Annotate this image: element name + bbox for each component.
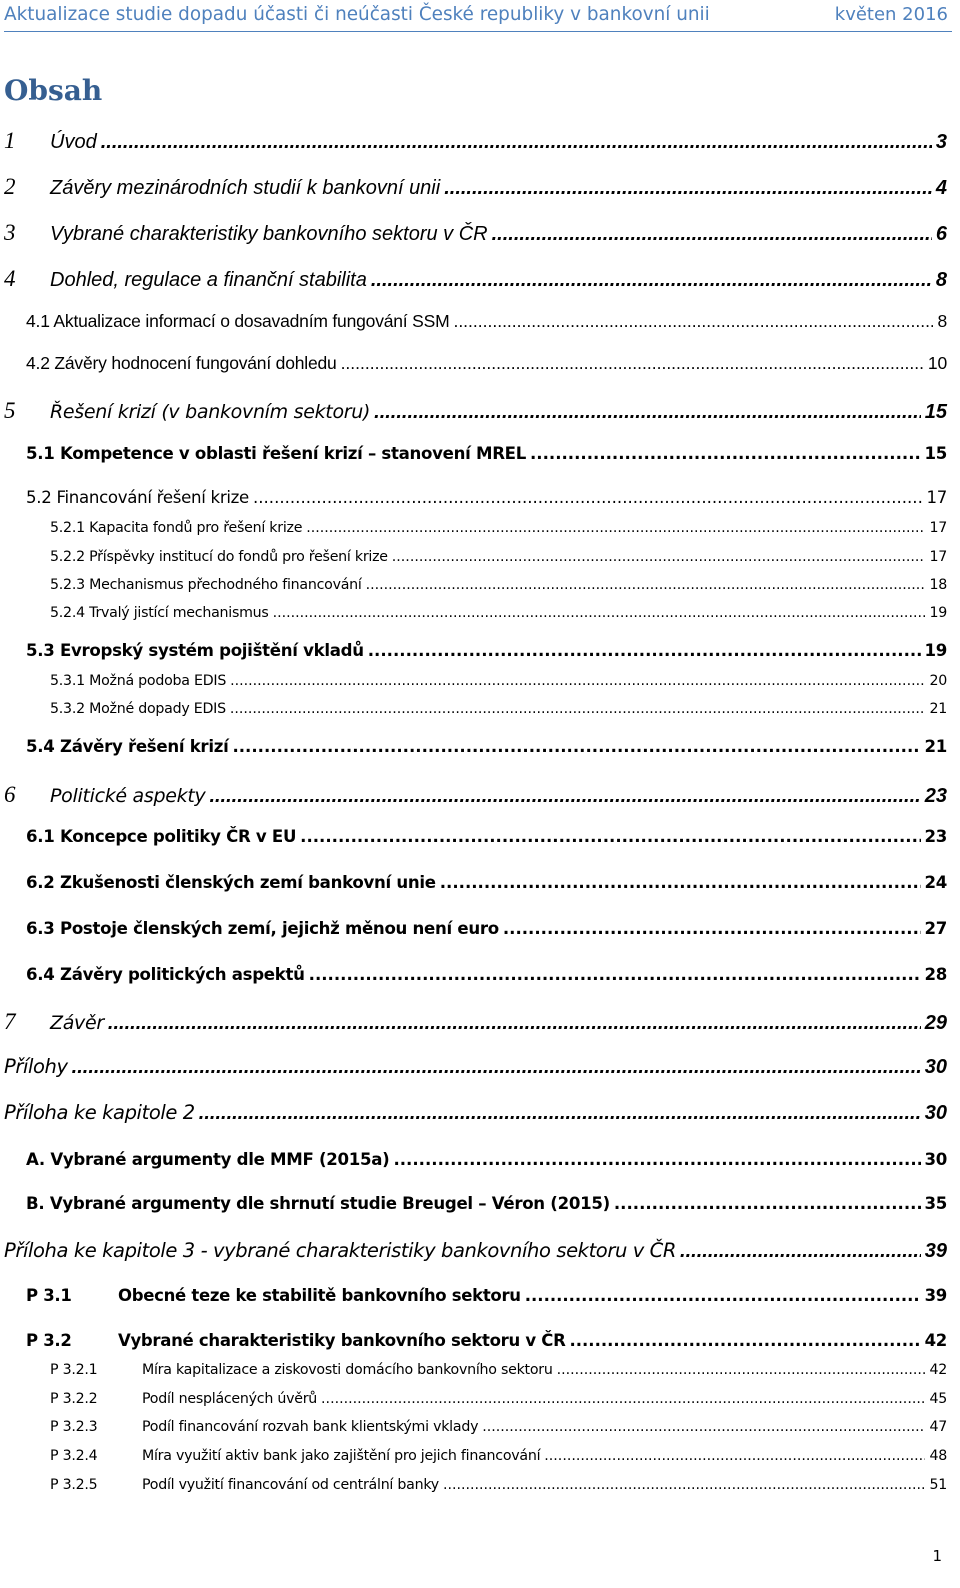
toc-entry-page: 23: [924, 785, 947, 807]
toc-entry[interactable]: [50, 1391, 947, 1407]
toc-entry[interactable]: [26, 919, 947, 938]
document-date: květen 2016: [834, 4, 948, 25]
toc-entry-page: 28: [924, 965, 947, 984]
toc-dot-leader: [444, 177, 932, 200]
toc-entry-title: 4.2 Závěry hodnocení fungování dohledu: [26, 353, 337, 373]
toc-entry[interactable]: [26, 827, 947, 846]
toc-entry[interactable]: [4, 1009, 947, 1035]
toc-entry-page: 15: [924, 444, 947, 463]
toc-entry-number: 5: [4, 398, 16, 423]
toc-entry-page: 42: [929, 1362, 947, 1378]
toc-entry-number: P 3.2: [26, 1331, 72, 1350]
toc-entry[interactable]: [4, 220, 947, 246]
toc-entry[interactable]: [26, 641, 947, 660]
toc-dot-leader: [309, 965, 921, 984]
toc-entry[interactable]: [4, 782, 947, 808]
toc-entry-title: Podíl nesplácených úvěrů: [142, 1391, 318, 1407]
toc-entry-page: 8: [937, 311, 947, 331]
toc-dot-leader: [525, 1286, 921, 1305]
toc-entry-title: Úvod: [50, 131, 97, 153]
toc-entry-title: 5.2.4 Trvalý jistící mechanismus: [50, 605, 269, 621]
toc-entry-page: 30: [924, 1102, 947, 1124]
toc-dot-leader: [570, 1331, 921, 1350]
toc-entry-title: 5.1 Kompetence v oblasti řešení krizí – stanovení MREL: [26, 444, 526, 463]
toc-entry-title: 5.4 Závěry řešení krizí: [26, 737, 229, 756]
toc-entry[interactable]: [4, 266, 947, 292]
toc-entry-page: 39: [924, 1240, 947, 1262]
toc-entry-page: 20: [929, 673, 947, 689]
toc-entry-number: P 3.2.1: [50, 1362, 98, 1378]
toc-entry-title: Míra využití aktiv bank jako zajištění pro jejich financování: [142, 1448, 541, 1464]
toc-dot-leader: [232, 737, 920, 756]
toc-dot-leader: [453, 311, 933, 332]
toc-dot-leader: [230, 701, 926, 717]
toc-entry-title: 5.2.2 Příspěvky institucí do fondů pro řešení krize: [50, 549, 388, 565]
toc-dot-leader: [374, 401, 921, 424]
toc-entry[interactable]: [26, 488, 947, 507]
toc-entry-page: 19: [929, 605, 947, 621]
toc-dot-leader: [503, 919, 921, 938]
toc-dot-leader: [199, 1102, 921, 1125]
toc-entry-title: 5.3.1 Možná podoba EDIS: [50, 673, 227, 689]
toc-entry-page: 10: [927, 353, 947, 373]
toc-entry-page: 21: [929, 701, 947, 717]
toc-entry-title: A. Vybrané argumenty dle MMF (2015a): [26, 1150, 390, 1169]
toc-dot-leader: [253, 488, 923, 507]
toc-entry-number: 4: [4, 266, 16, 291]
toc-entry[interactable]: [26, 1331, 947, 1350]
toc-entry-page: 48: [929, 1448, 947, 1464]
toc-dot-leader: [72, 1056, 921, 1079]
toc-dot-leader: [492, 223, 932, 246]
toc-entry[interactable]: [50, 1362, 947, 1378]
toc-entry[interactable]: [4, 1239, 947, 1263]
toc-dot-leader: [392, 549, 926, 565]
toc-dot-leader: [366, 577, 926, 593]
toc-entry-page: 17: [929, 520, 947, 536]
toc-entry-title: Příloha ke kapitole 3 - vybrané charakteristiky bankovního sektoru v ČR: [4, 1239, 677, 1262]
toc-entry[interactable]: [50, 577, 947, 593]
toc-entry[interactable]: [4, 1055, 947, 1079]
toc-entry-page: 42: [924, 1331, 947, 1350]
toc-entry-page: 27: [924, 919, 947, 938]
toc-entry-page: 29: [924, 1012, 947, 1034]
toc-entry-title: Řešení krizí (v bankovním sektoru): [50, 401, 371, 423]
toc-entry-page: 17: [926, 488, 947, 507]
toc-dot-leader: [440, 873, 921, 892]
toc-entry-title: 5.3 Evropský systém pojištění vkladů: [26, 641, 364, 660]
toc-entry-number: 6: [4, 782, 16, 807]
toc-entry-title: Přílohy: [4, 1055, 68, 1078]
toc-entry-page: 6: [935, 223, 947, 245]
toc-dot-leader: [368, 641, 921, 660]
toc-entry[interactable]: [50, 1419, 947, 1435]
toc-entry-title: Závěr: [50, 1012, 104, 1034]
toc-entry-page: 4: [935, 177, 947, 199]
toc-entry[interactable]: [4, 128, 947, 154]
toc-entry-title: 5.2.3 Mechanismus přechodného financování: [50, 577, 362, 593]
toc-entry-page: 24: [924, 873, 947, 892]
toc-entry-page: 18: [929, 577, 947, 593]
toc-entry-title: Obecné teze ke stabilitě bankovního sektoru: [118, 1286, 521, 1305]
toc-dot-leader: [443, 1477, 926, 1493]
toc-entry[interactable]: [50, 1477, 947, 1493]
toc-entry[interactable]: [4, 174, 947, 200]
toc-entry-title: Dohled, regulace a finanční stabilita: [50, 269, 367, 291]
toc-dot-leader: [530, 444, 921, 463]
document-title: Aktualizace studie dopadu účasti či neúčasti České republiky v bankovní unii: [4, 4, 710, 25]
toc-entry[interactable]: [26, 444, 947, 463]
toc-entry-title: 5.3.2 Možné dopady EDIS: [50, 701, 226, 717]
toc-entry[interactable]: [26, 873, 947, 892]
toc-dot-leader: [544, 1448, 925, 1464]
toc-dot-leader: [557, 1362, 926, 1378]
toc-entry-page: 19: [924, 641, 947, 660]
toc-entry-page: 3: [935, 131, 947, 153]
toc-entry-number: P 3.2.4: [50, 1448, 98, 1464]
toc-entry-title: Vybrané charakteristiky bankovního sektoru v ČR: [50, 223, 488, 245]
toc-entry-title: Závěry mezinárodních studií k bankovní unii: [50, 177, 441, 199]
toc-entry-page: 51: [929, 1477, 947, 1493]
toc-entry-page: 17: [929, 549, 947, 565]
toc-entry-title: Podíl financování rozvah bank klientskými vklady: [142, 1419, 479, 1435]
toc-entry[interactable]: [50, 549, 947, 565]
toc-entry-title: 6.4 Závěry politických aspektů: [26, 965, 305, 984]
toc-entry[interactable]: [50, 701, 947, 717]
toc-dot-leader: [482, 1419, 925, 1435]
toc-entry-page: 47: [929, 1419, 947, 1435]
toc-dot-leader: [371, 269, 932, 292]
toc-entry-page: 39: [924, 1286, 947, 1305]
toc-entry-page: 45: [929, 1391, 947, 1407]
page-number: 1: [932, 1547, 942, 1565]
toc-dot-leader: [393, 1150, 920, 1169]
toc-entry-number: 7: [4, 1009, 16, 1034]
toc-dot-leader: [273, 605, 926, 621]
toc-entry[interactable]: [50, 673, 947, 689]
toc-entry-title: 6.2 Zkušenosti členských zemí bankovní unie: [26, 873, 436, 892]
toc-dot-leader: [614, 1194, 921, 1213]
toc-dot-leader: [321, 1391, 925, 1407]
toc-dot-leader: [101, 131, 932, 154]
toc-entry-title: 6.1 Koncepce politiky ČR v EU: [26, 827, 297, 846]
toc-dot-leader: [300, 827, 920, 846]
toc-entry-number: P 3.2.3: [50, 1419, 98, 1435]
toc-entry-title: Politické aspekty: [50, 785, 206, 807]
toc-entry-title: Podíl využití financování od centrální banky: [142, 1477, 439, 1493]
toc-entry-page: 23: [924, 827, 947, 846]
toc-entry-title: 5.2.1 Kapacita fondů pro řešení krize: [50, 520, 303, 536]
toc-entry-title: Míra kapitalizace a ziskovosti domácího bankovního sektoru: [142, 1362, 553, 1378]
toc-dot-leader: [209, 785, 920, 808]
toc-entry[interactable]: [50, 1448, 947, 1464]
toc-dot-leader: [680, 1240, 921, 1263]
toc-entry-page: 30: [924, 1150, 947, 1169]
toc-entry-number: 3: [4, 220, 16, 245]
toc-dot-leader: [341, 353, 924, 374]
toc-entry-title: Vybrané charakteristiky bankovního sektoru v ČR: [118, 1331, 566, 1350]
toc-entry[interactable]: [4, 398, 947, 424]
toc-entry-title: 6.3 Postoje členských zemí, jejichž měnou není euro: [26, 919, 499, 938]
toc-entry[interactable]: [26, 1286, 947, 1305]
toc-entry-page: 21: [924, 737, 947, 756]
toc-entry-number: 2: [4, 174, 16, 199]
toc-entry[interactable]: [26, 965, 947, 984]
toc-entry[interactable]: [26, 737, 947, 756]
toc-entry-title: Příloha ke kapitole 2: [4, 1101, 195, 1124]
toc-entry-page: 30: [924, 1056, 947, 1078]
toc-entry-number: P 3.1: [26, 1286, 72, 1305]
toc-entry[interactable]: [26, 311, 947, 332]
toc-entry[interactable]: [50, 605, 947, 621]
toc-entry-number: 1: [4, 128, 16, 153]
toc-entry-number: P 3.2.5: [50, 1477, 98, 1493]
toc-entry-number: P 3.2.2: [50, 1391, 98, 1407]
toc-entry-title: 5.2 Financování řešení krize: [26, 488, 249, 507]
toc-entry[interactable]: [26, 1194, 947, 1213]
toc-entry[interactable]: [4, 1101, 947, 1125]
toc-entry-page: 15: [924, 401, 947, 423]
toc-entry-page: 35: [924, 1194, 947, 1213]
toc-entry-page: 8: [935, 269, 947, 291]
toc-entry-title: B. Vybrané argumenty dle shrnutí studie Breugel – Véron (2015): [26, 1194, 610, 1213]
toc-dot-leader: [306, 520, 925, 536]
toc-entry-title: 4.1 Aktualizace informací o dosavadním fungování SSM: [26, 311, 450, 331]
toc-heading: Obsah: [4, 74, 103, 107]
toc-entry[interactable]: [26, 353, 947, 374]
toc-entry[interactable]: [26, 1150, 947, 1169]
toc-dot-leader: [108, 1012, 921, 1035]
toc-dot-leader: [230, 673, 925, 689]
toc-entry[interactable]: [50, 520, 947, 536]
